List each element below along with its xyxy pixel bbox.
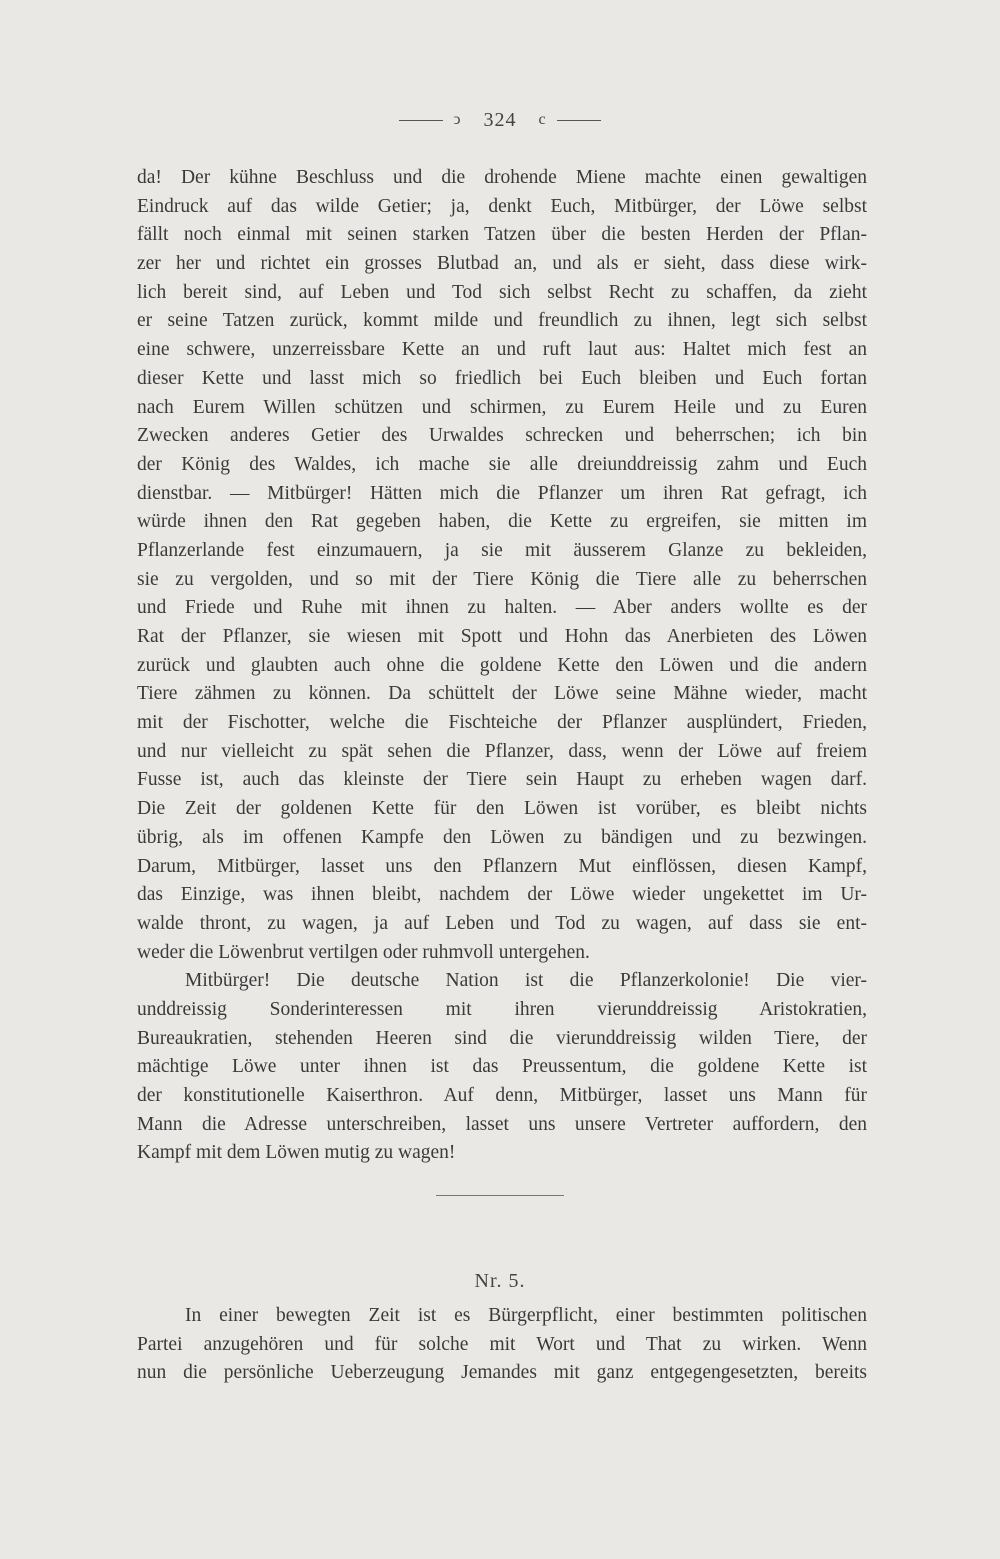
text-line: eine schwere, unzerreissbare Kette an und ruft laut aus: Haltet mich fest an (137, 339, 867, 361)
header-rule-left (399, 120, 443, 121)
text-line: Zwecken anderes Getier des Urwaldes schrecken und beherrschen; ich bin (137, 425, 867, 447)
text-line: der König des Waldes, ich mache sie alle dreiunddreissig zahm und Euch (137, 453, 867, 475)
header-ornament-right: c (538, 111, 547, 129)
text-line: Mitbürger! Die deutsche Nation ist die Pflanzerkolonie! Die vier- (185, 970, 867, 992)
text-line: unddreissig Sonderinteressen mit ihren vierunddreissig Aristokratien, (137, 998, 867, 1020)
text-line: In einer bewegten Zeit ist es Bürgerpflicht, einer bestimmten politischen (185, 1305, 867, 1326)
text-line: er seine Tatzen zurück, kommt milde und freundlich zu ihnen, legt sich selbst (137, 310, 867, 332)
text-line: Partei anzugehören und für solche mit Wort und That zu wirken. Wenn (137, 1333, 867, 1355)
text-line: fällt noch einmal mit seinen starken Tatzen über die besten Herden der Pflan- (137, 224, 867, 246)
section-title: Nr. 5. (474, 1270, 526, 1292)
text-line: weder die Löwenbrut vertilgen oder ruhmvoll untergehen. (137, 941, 590, 963)
text-line: dieser Kette und lasst mich so friedlich bei Euch bleiben und Euch fortan (137, 367, 867, 389)
text-line: Kampf mit dem Löwen mutig zu wagen! (137, 1142, 456, 1164)
text-line: nach Eurem Willen schützen und schirmen, zu Eurem Heile und zu Euren (137, 396, 867, 418)
text-line: zurück und glaubten auch ohne die goldene Kette den Löwen und die andern (137, 654, 867, 676)
header-ornament-left: ↄ (453, 111, 462, 129)
page-header (0, 108, 1000, 132)
text-block-main (137, 164, 867, 1168)
text-line: walde thront, zu wagen, ja auf Leben und Tod zu wagen, auf dass sie ent- (137, 912, 867, 934)
text-line: Eindruck auf das wilde Getier; ja, denkt Euch, Mitbürger, der Löwe selbst (137, 195, 867, 217)
header-rule-right (557, 120, 601, 121)
text-line: und nur vielleicht zu spät sehen die Pflanzer, dass, wenn der Löwe auf freiem (137, 740, 867, 762)
text-line: mächtige Löwe unter ihnen ist das Preussentum, die goldene Kette ist (137, 1056, 867, 1078)
text-line: und Friede und Ruhe mit ihnen zu halten. — Aber anders wollte es der (137, 597, 867, 619)
text-line: zer her und richtet ein grosses Blutbad an, und als er sieht, dass diese wirk- (137, 253, 867, 275)
text-line: Pflanzerlande fest einzumauern, ja sie mit äusserem Glanze zu bekleiden, (137, 539, 867, 561)
text-line: Die Zeit der goldenen Kette für den Löwen ist vorüber, es bleibt nichts (137, 798, 867, 820)
text-line: übrig, als im offenen Kampfe den Löwen zu bändigen und zu bezwingen. (137, 826, 867, 848)
text-line: Bureaukratien, stehenden Heeren sind die vierunddreissig wilden Tiere, der (137, 1027, 867, 1049)
text-line: Rat der Pflanzer, sie wiesen mit Spott und Hohn das Anerbieten des Löwen (137, 626, 867, 647)
text-line: lich bereit sind, auf Leben und Tod sich selbst Recht zu schaffen, da zieht (137, 281, 867, 303)
section-divider (436, 1195, 564, 1196)
text-line: dienstbar. — Mitbürger! Hätten mich die Pflanzer um ihren Rat gefragt, ich (137, 482, 867, 504)
text-line: Mann die Adresse unterschreiben, lasset uns unsere Vertreter auffordern, den (137, 1113, 867, 1135)
text-line: der konstitutionelle Kaiserthron. Auf denn, Mitbürger, lasset uns Mann für (137, 1085, 867, 1106)
text-line: würde ihnen den Rat gegeben haben, die Kette zu ergreifen, sie mitten im (137, 511, 867, 533)
text-line: Darum, Mitbürger, lasset uns den Pflanzern Mut einflössen, diesen Kampf, (137, 855, 867, 877)
page-number: 324 (483, 108, 517, 131)
text-line: Tiere zähmen zu können. Da schüttelt der Löwe seine Mähne wieder, macht (137, 683, 867, 705)
text-line: mit der Fischotter, welche die Fischteiche der Pflanzer ausplündert, Frieden, (137, 712, 867, 734)
text-line: das Einzige, was ihnen bleibt, nachdem der Löwe wieder ungekettet im Ur- (137, 884, 867, 906)
text-line: da! Der kühne Beschluss und die drohende Miene machte einen gewaltigen (137, 167, 867, 188)
text-line: sie zu vergolden, und so mit der Tiere König die Tiere alle zu beherrschen (137, 568, 867, 590)
text-line: nun die persönliche Ueberzeugung Jemandes mit ganz entgegengesetzten, bereits (137, 1362, 867, 1384)
text-line: Fusse ist, auch das kleinste der Tiere sein Haupt zu erheben wagen darf. (137, 769, 867, 791)
text-block-section (137, 1302, 867, 1388)
